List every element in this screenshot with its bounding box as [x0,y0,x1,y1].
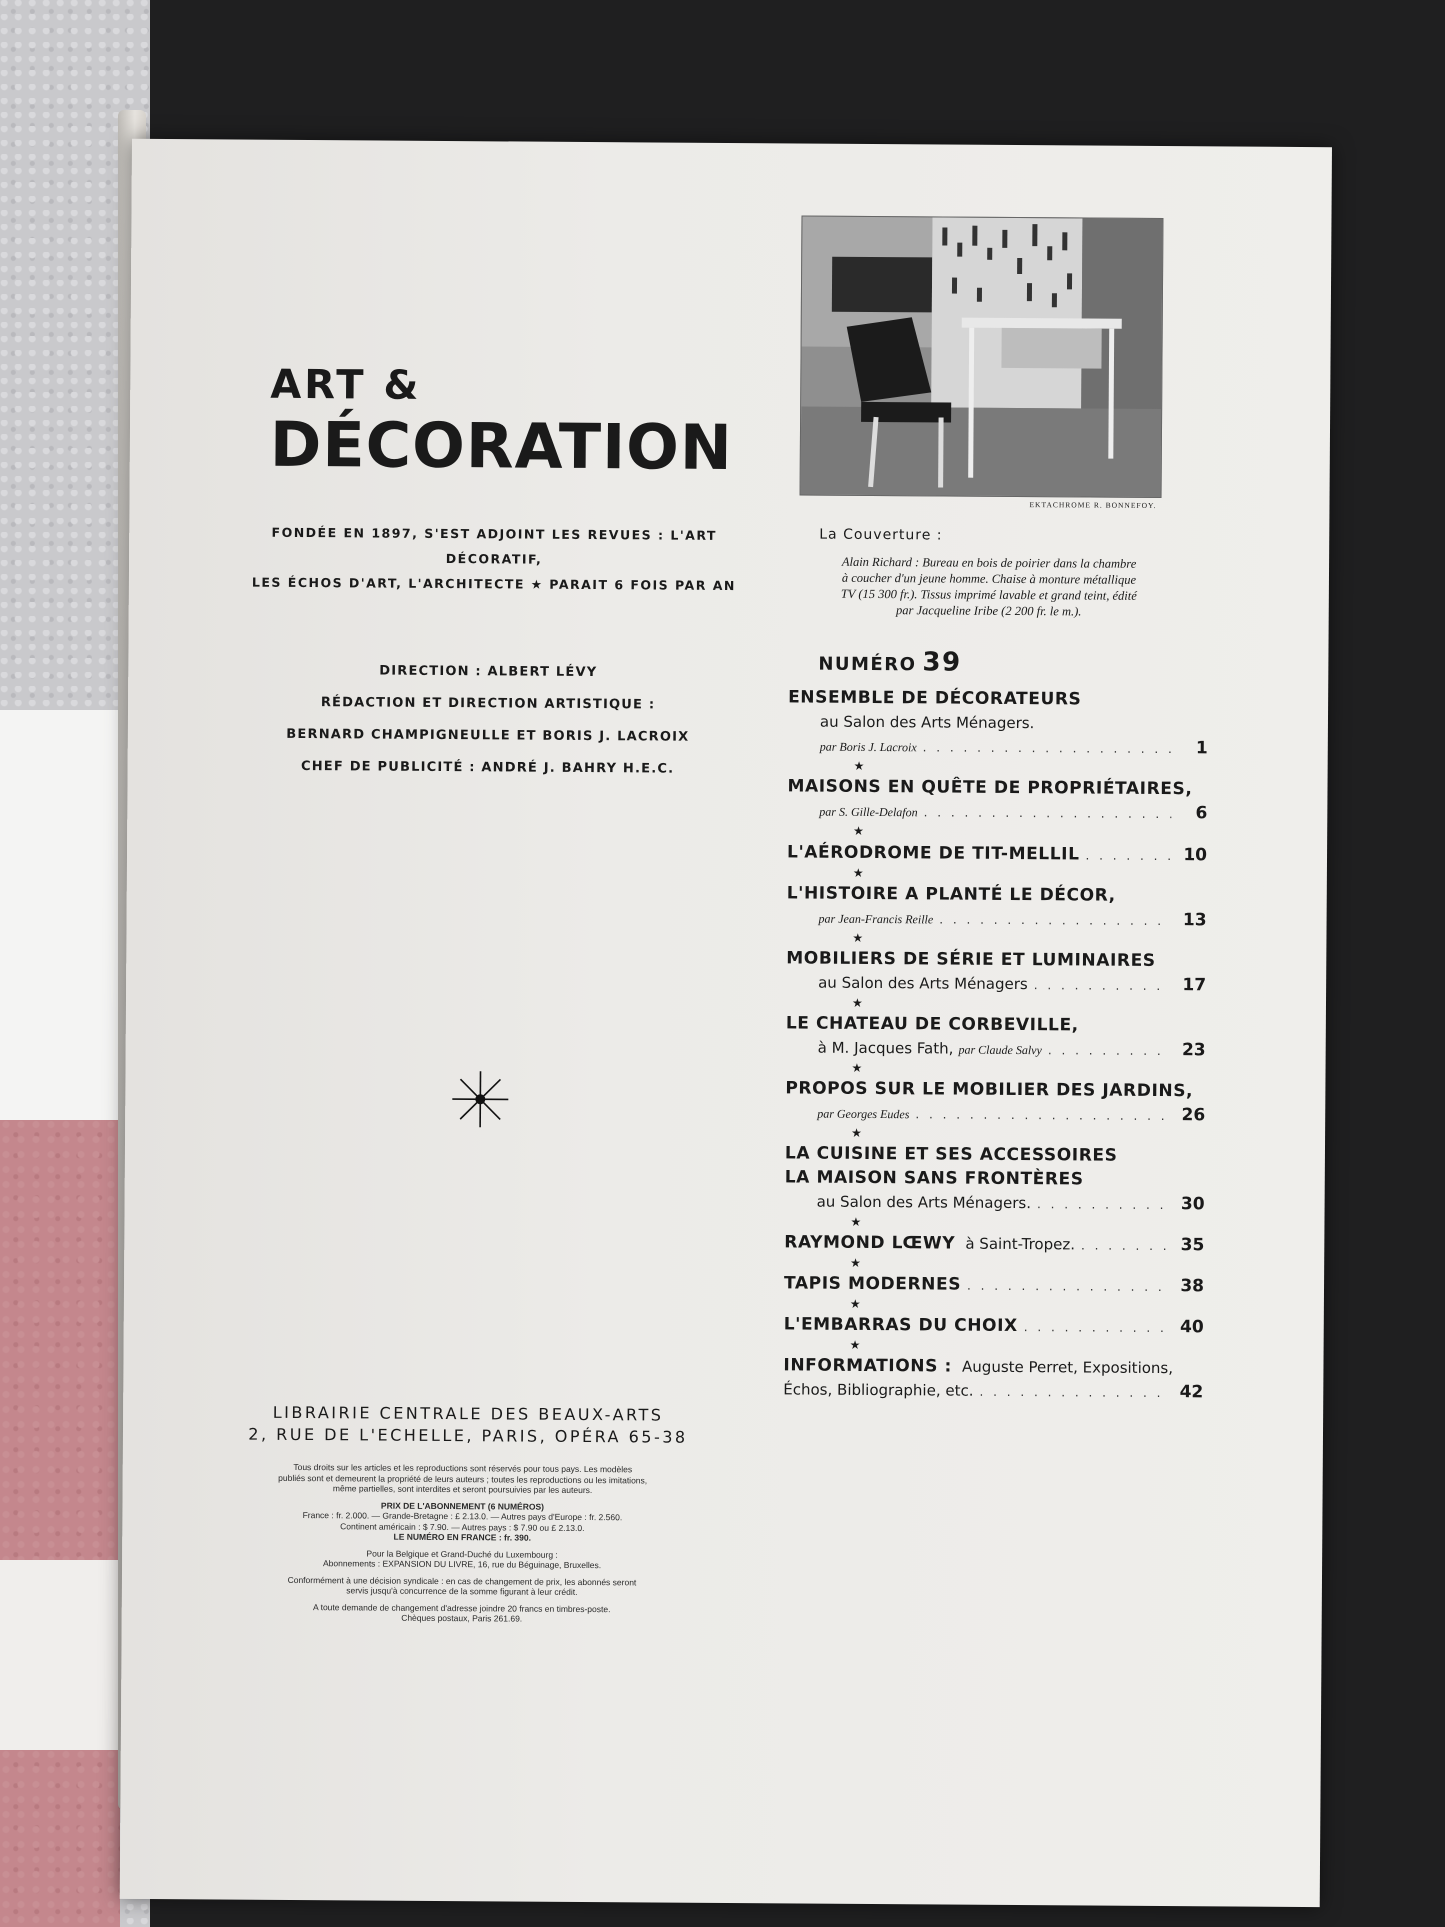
toc-separator-star: ★ [853,758,865,773]
toc-entry-page: 26 [1181,1105,1206,1126]
publisher-block [218,1401,718,1448]
founded-statement [234,520,755,599]
toc-entry-author: par S. Gille-Delafon [819,804,918,820]
toc-entry-title: L'EMBARRAS DU CHOIX [783,1314,1018,1337]
toc-entry [786,1011,1206,1063]
issue-price: LE NUMÉRO EN FRANCE : fr. 390. [393,1531,532,1543]
toc-leader [923,735,1172,761]
toc-leader [967,1274,1168,1299]
staff-editors: BERNARD CHAMPIGNEULLE ET BORIS J. LACROIX [286,726,690,745]
fine-line: Pour la Belgique et Grand-Duché du Luxembourg : [366,1547,558,1560]
toc-entry [787,774,1207,826]
toc-entry-title: PROPOS SUR LE MOBILIER DES JARDINS, [785,1078,1194,1102]
issue-number [818,647,961,678]
toc-entry-subtitle: à Saint-Tropez. [965,1234,1076,1254]
magazine-page [120,139,1332,1907]
fine-line: Tous droits sur les articles et les reproductions sont réservés pour tous pays. Les modèles [293,1461,633,1475]
toc-leader [939,907,1171,933]
toc-separator-star: ★ [851,1125,862,1140]
toc-separator-star: ★ [849,1296,861,1311]
toc-separator-star: ★ [850,1255,861,1270]
toc-leader [924,800,1172,826]
toc-entry-page: 35 [1180,1235,1205,1256]
fine-line: A toute demande de changement d'adresse joindre 20 francs en timbres-poste. [313,1601,611,1614]
toc-entry [785,1076,1205,1128]
background-white-strip [0,1560,120,1750]
toc-entry [784,1312,1204,1340]
cover-caption-line: à coucher d'un jeune homme. Chaise à monture métallique [841,570,1137,587]
toc-entry-title: LA MAISON SANS FRONTÈRES [784,1167,1084,1190]
cover-photo [800,215,1164,498]
cover-photo-illustration [801,216,1163,497]
toc-entry-title: ENSEMBLE DE DÉCORATEURS [788,687,1082,710]
toc-entry [784,1271,1204,1299]
publisher-name: LIBRAIRIE CENTRALE DES BEAUX-ARTS [272,1402,664,1425]
toc-entry-title: LA CUISINE ET SES ACCESSOIRES [784,1143,1118,1166]
toc-entry-title: RAYMOND LŒWY [784,1232,956,1254]
toc-entry-page: 1 [1195,738,1208,759]
toc-entry-title: MOBILIERS DE SÉRIE ET LUMINAIRES [786,948,1156,971]
toc-entry-page: 40 [1180,1317,1204,1338]
issue-label: NUMÉRO [818,653,917,676]
background-pink-surface [0,1120,120,1927]
fine-line: Chèques postaux, Paris 261.69. [401,1612,523,1624]
publisher-address: 2, RUE DE L'ECHELLE, PARIS, OPÉRA 65-38 [248,1424,688,1447]
toc-entry-author: par Jean-Francis Reille [818,911,934,927]
masthead-title-line1: ART & [270,361,422,409]
fine-line: même partielles, sont interdites et seront poursuivies par les auteurs. [332,1483,593,1496]
toc-entry-author: par Georges Eudes [817,1106,910,1122]
toc-separator-star: ★ [852,865,864,880]
toc-entry-title: L'HISTOIRE A PLANTÉ LE DÉCOR, [786,883,1116,906]
toc-entry-author: par Claude Salvy [958,1042,1042,1058]
issue-number-value: 39 [922,647,962,678]
toc-leader [1048,1038,1170,1063]
toc-entry-page: 13 [1182,910,1207,931]
toc-separator-star: ★ [851,1060,863,1075]
staff-credits [258,655,719,786]
toc-leader [1024,1315,1168,1340]
cover-caption-line: Alain Richard : Bureau en bois de poirier dans la chambre [841,554,1137,571]
fine-line: France : fr. 2.000. — Grande-Bretagne : £ 2.13.0. — Autres pays d'Europe : fr. 2.560. [302,1510,623,1523]
toc-entry-page: 17 [1182,975,1207,996]
fine-line: servis jusqu'à concurrence de la somme figurant à leur crédit. [346,1585,578,1597]
toc-entry-page: 10 [1183,845,1208,866]
toc-separator-star: ★ [851,995,863,1010]
toc-entry [785,1141,1205,1217]
cover-caption [819,554,1159,620]
toc-leader [915,1102,1169,1128]
founded-line: FONDÉE EN 1897, S'EST ADJOINT LES REVUES : L'ART DÉCORATIF, [271,524,717,567]
toc-entry-page: 30 [1180,1194,1205,1215]
toc-entry-subtitle: Échos, Bibliographie, etc. [783,1380,974,1400]
toc-entry [784,1230,1204,1258]
toc-entry [787,881,1207,933]
cover-caption-title: La Couverture : [819,526,943,544]
staff-publicite: CHEF DE PUBLICITÉ : ANDRÉ J. BAHRY H.E.C. [300,759,675,777]
table-of-contents [783,685,1208,1405]
toc-leader [1081,1233,1168,1258]
fine-line: Conformément à une décision syndicale : en cas de changement de prix, les abonnés seront [287,1574,637,1587]
toc-entry-subtitle: Auguste Perret, Expositions, [962,1357,1174,1378]
toc-leader [979,1380,1167,1405]
toc-entry-title: LE CHATEAU DE CORBEVILLE, [785,1013,1079,1036]
fine-line: Continent américain : $ 7.90. — Autres pays : $ 7.90 ou £ 2.13.0. [340,1520,585,1533]
background-card [0,710,120,1120]
toc-leader [1034,973,1171,998]
toc-entry [783,1353,1203,1405]
toc-leader [1037,1192,1169,1217]
photo-credit: EKTACHROME R. BONNEFOY. [1029,500,1157,510]
cover-caption-line: par Jacqueline Iribe (2 200 fr. le m.). [895,603,1082,619]
toc-entry [787,839,1207,868]
toc-entry-title: L'AÉRODROME DE TIT-MELLIL [786,842,1080,865]
toc-entry-subtitle: au Salon des Arts Ménagers. [816,1192,1032,1213]
toc-entry-title: MAISONS EN QUÊTE DE PROPRIÉTAIRES, [787,776,1193,800]
fine-line: Abonnements : EXPANSION DU LIVRE, 16, rue du Béguinage, Bruxelles. [322,1558,602,1571]
star-ornament-icon [450,1069,510,1129]
toc-entry-subtitle: au Salon des Arts Ménagers [818,973,1028,994]
masthead-title-line2: DÉCORATION [269,407,734,485]
toc-separator-star: ★ [852,930,864,945]
toc-leader [1079,843,1177,868]
toc-separator-star: ★ [853,823,865,838]
toc-entry-page: 42 [1179,1382,1204,1403]
toc-entry-page: 6 [1195,803,1208,824]
fine-line: publiés sont et demeurent la propriété de leurs auteurs ; toutes les reproductions ou les imitations, [278,1472,648,1485]
toc-entry-subtitle: à M. Jacques Fath, [817,1038,954,1058]
toc-separator-star: ★ [849,1337,861,1352]
toc-entry [786,946,1206,998]
fine-print [192,1461,733,1625]
toc-entry [788,685,1208,761]
cover-caption-line: TV (15 300 fr.). Tissus imprimé lavable et grand teint, édité [840,586,1137,603]
toc-separator-star: ★ [850,1214,862,1229]
toc-entry-page: 38 [1180,1276,1205,1297]
toc-entry-page: 23 [1181,1040,1206,1061]
toc-entry-author: par Boris J. Lacroix [819,739,917,755]
founded-line: LES ÉCHOS D'ART, L'ARCHITECTE ★ PARAIT 6 FOIS PAR AN [251,574,736,594]
staff-redaction: RÉDACTION ET DIRECTION ARTISTIQUE : [320,695,656,713]
subscription-heading: PRIX DE L'ABONNEMENT (6 NUMÉROS) [380,1500,545,1512]
toc-entry-title: INFORMATIONS : [783,1355,952,1377]
toc-entry-subtitle: au Salon des Arts Ménagers. [819,712,1035,733]
toc-entry-title: TAPIS MODERNES [783,1273,962,1295]
staff-direction: DIRECTION : ALBERT LÉVY [379,663,598,681]
